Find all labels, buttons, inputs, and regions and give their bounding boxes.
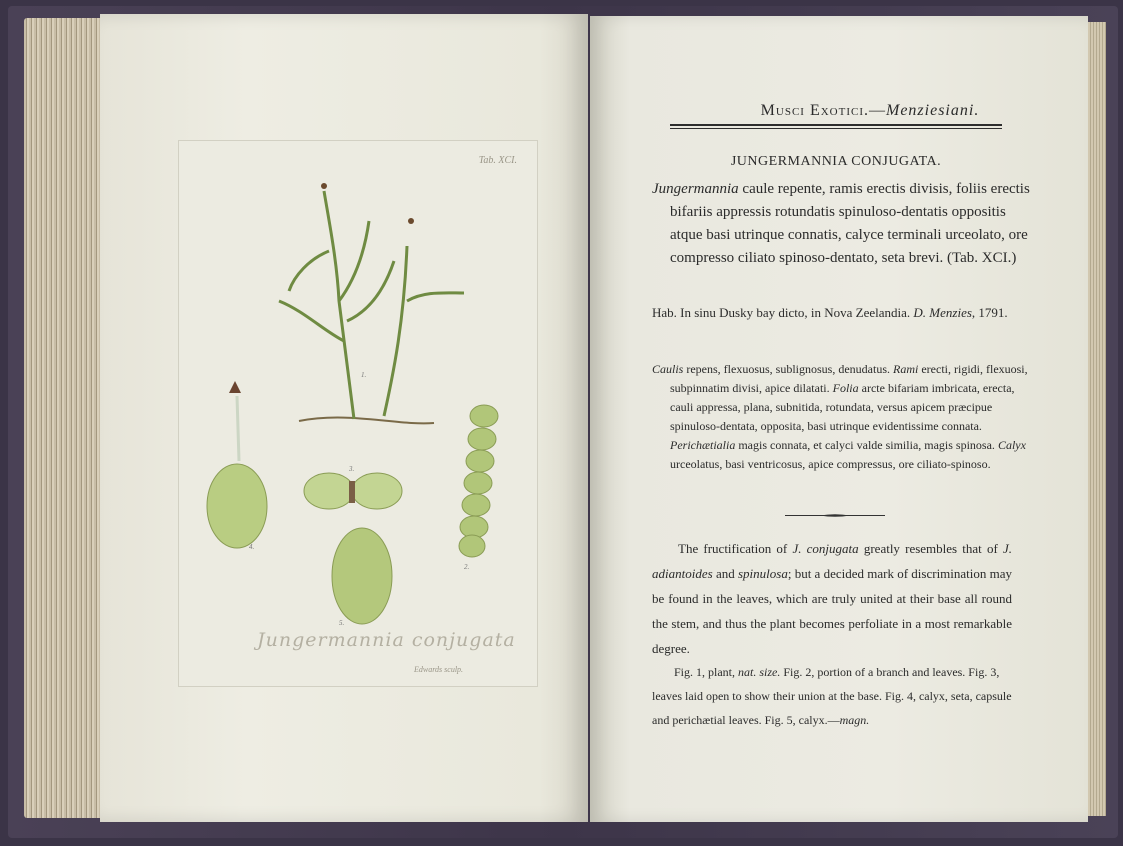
- figs-text-1: Fig. 1, plant,: [674, 665, 736, 679]
- figs-text-2: Fig. 2, portion of a branch and leaves. Fig. 3, leaves laid open to show their union at the base. Fig. 4, calyx, seta, capsule and perichætial leaves. Fig. 5, calyx.—: [652, 665, 1012, 727]
- fig-5-calyx: [332, 528, 392, 624]
- moss-illustration: [179, 141, 537, 686]
- hab-collector: D. Menzies: [913, 305, 972, 320]
- figs-nat-size: nat. size.: [738, 665, 781, 679]
- desc-5: urceolatus, basi ventricosus, apice compressus, ore ciliato-spinoso.: [670, 457, 991, 471]
- fig-3-leaves: [304, 473, 402, 509]
- fig-label-1: 1.: [361, 371, 367, 379]
- para-species-3: spinulosa: [737, 566, 788, 581]
- text-column: [610, 0, 1070, 846]
- section-ornament: [785, 514, 885, 517]
- fig-label-2: 2.: [464, 563, 470, 571]
- header-main: Musci Exotici.—: [760, 102, 886, 119]
- desc-folia: Folia: [832, 381, 859, 395]
- plate-engraver: Edwards sculp.: [414, 665, 464, 674]
- fig-4-calyx: [207, 381, 267, 548]
- plate-number: Tab. XCI.: [478, 155, 517, 166]
- hab-label: Hab.: [652, 305, 677, 320]
- para-text-2: greatly resembles that of: [863, 541, 998, 556]
- fig-label-5: 5.: [339, 619, 345, 627]
- desc-1: repens, flexuosus, sublignosus, denudatus.: [686, 362, 890, 376]
- desc-2: erecti, rigidi, flexuosi, subpinnatim divisi, apice dilatati.: [670, 362, 1028, 395]
- header-rule-thin: [670, 128, 1002, 129]
- fig-1-plant: [279, 183, 464, 423]
- fig-label-4: 4.: [249, 543, 255, 551]
- hab-text: In sinu Dusky bay dicto, in Nova Zeelandia.: [680, 305, 911, 320]
- english-paragraph: [652, 536, 1012, 661]
- para-text-1: The fructification of: [678, 541, 788, 556]
- desc-3: arcte bifariam imbricata, erecta, cauli appressa, plana, subnitida, rotundata, versus apicem præcipue spinuloso-dentata, opposita, basi utrinque evidentissime connata.: [670, 381, 1015, 433]
- running-header: [670, 102, 1070, 120]
- diagnosis-text: caule repente, ramis erectis divisis, foliis erectis bifariis appressis rotundatis spinuloso-dentatis oppositis atque basi utrinque connatis, calyce terminali urceolato, ore compresso ciliato spinoso-dentato, seta brevi. (Tab. XCI.): [670, 181, 1030, 266]
- page-edges-left: [24, 18, 106, 818]
- para-species-2: J. adiantoides: [652, 541, 1013, 581]
- desc-perichaetialia: Perichætialia: [670, 438, 736, 452]
- para-text-3: and: [715, 566, 735, 581]
- species-title: JUNGERMANNIA CONJUGATA.: [730, 154, 942, 169]
- header-sub: Menziesiani.: [886, 102, 980, 119]
- description: [652, 360, 1030, 474]
- diagnosis: [652, 178, 1030, 270]
- habitat: [652, 302, 1030, 323]
- desc-caulis: Caulis: [652, 362, 684, 376]
- botanical-plate: [178, 140, 538, 687]
- desc-4: magis connata, et calyci valde similia, magis spinosa.: [738, 438, 995, 452]
- header-rule: [670, 124, 1002, 126]
- plate-title: Jungermannia conjugata: [257, 629, 516, 651]
- para-species-1: J. conjugata: [792, 541, 859, 556]
- hab-year: , 1791.: [971, 305, 1008, 320]
- desc-calyx: Calyx: [997, 438, 1026, 452]
- page-edges-right: [1088, 22, 1106, 816]
- para-text-4: ; but a decided mark of discrimination may be found in the leaves, which are truly united at their base all round the stem, and thus the plant becomes perfoliate in a most remarkable degree.: [652, 566, 1013, 656]
- diagnosis-genus: Jungermannia: [652, 181, 739, 197]
- fig-2-branch: [459, 405, 498, 557]
- desc-rami: Rami: [893, 362, 919, 376]
- figs-magn: magn.: [839, 713, 870, 727]
- figure-explanation: [652, 660, 1012, 732]
- fig-label-3: 3.: [349, 465, 355, 473]
